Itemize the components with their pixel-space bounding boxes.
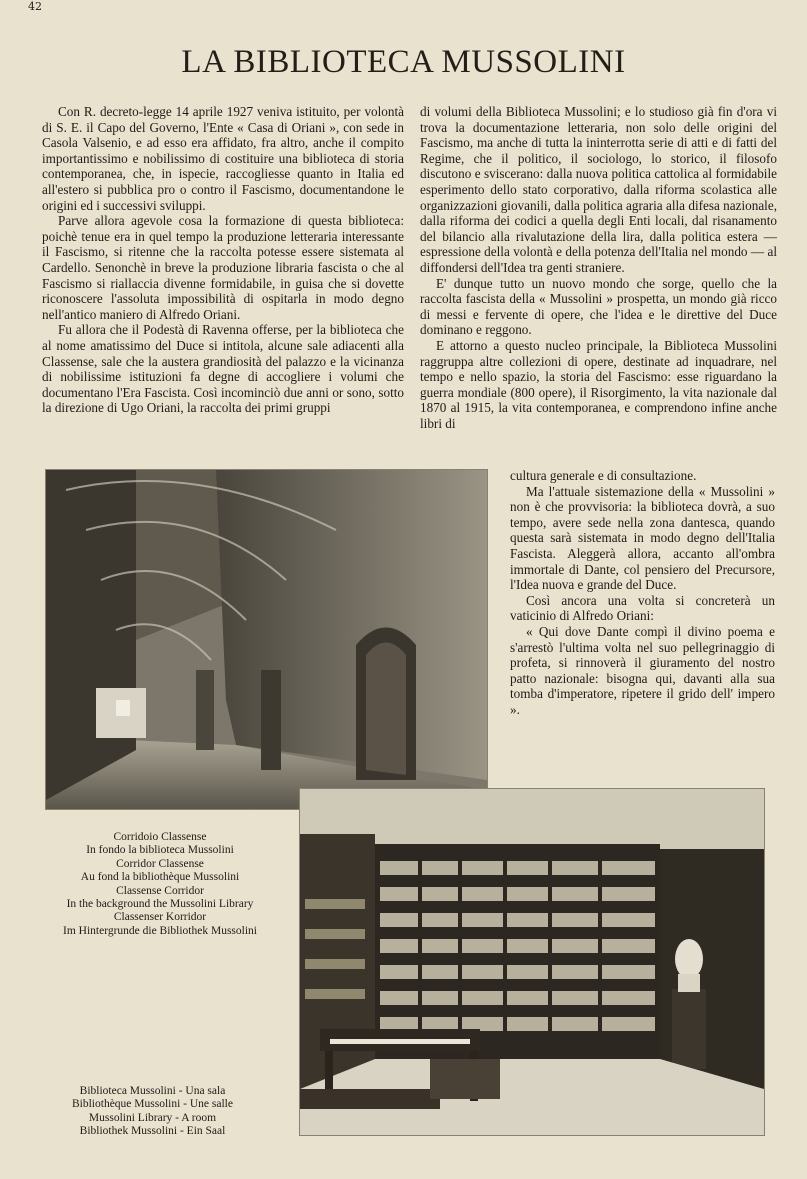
caption-line: Mussolini Library - A room	[88, 1111, 217, 1124]
paragraph: Parve allora agevole cosa la formazione di questa biblioteca: poichè tenue era in quel tempo la produzione letteraria interessante il Fascismo, si ritenne che la raccolta potesse essere sistemata al Cardello. Senonchè in breve la produzione libraria fascista o che al Fascismo si riallaccia divenne formidabile, in guisa che si dovette riconoscere l'assoluta impossibilità di ospitarla in modo degno nell'antico maniero di Alfredo Oriani.	[42, 213, 404, 322]
corridor-image	[46, 470, 487, 809]
paragraph: Fu allora che il Podestà di Ravenna offerse, per la biblioteca che al nome amatissimo del Duce si intitola, alcune sale adiacenti alla Classense, sale che la austera grandiosità del palazzo e la vicinanza di nobilissime istituzioni fa degne di accogliere i volumi che documentano l'Era Fascista. Così incominciò due anni or sono, sotto la direzione di Ugo Oriani, la raccolta dei primi gruppi	[42, 322, 404, 416]
paragraph: E attorno a questo nucleo principale, la Biblioteca Mussolini raggruppa altre collezioni di opere, destinate ad inquadrare, nel tempo e nello spazio, la storia del Fascismo: esse riguardano la guerra mondiale (800 opere), il Risorgimento, la vita nazionale dal 1870 al 1915, la vita contemporanea, e comprendono infine anche libri di	[420, 337, 777, 431]
paragraph: Così ancora una volta si concreterà un vaticinio di Alfredo Oriani:	[510, 592, 775, 624]
caption-line: In the background the Mussolini Library	[66, 898, 254, 911]
oriani-quote: « Qui dove Dante compì il divino poema e s'arrestò l'ultima volta nel suo pellegrinaggio di profeta, si rinnoverà il giuramento del nostro patto nazionale: bisogna qui, davanti alla sua tomba d'imperatore, ripetere il grido dell' impero ».	[510, 623, 775, 717]
caption-line: Au fond la bibliothèque Mussolini	[80, 871, 240, 884]
page-number: 42	[28, 0, 42, 13]
right-column-top	[420, 104, 777, 431]
caption-line: Classense Corridor	[116, 884, 204, 897]
article-title: LA BIBLIOTECA MUSSOLINI	[181, 44, 626, 80]
paragraph: Ma l'attuale sistemazione della « Mussolini » non è che provvisoria: la biblioteca dovrà, a suo tempo, avere sede nella zona dantesca, quando questa sarà sistemata in modo degno dell'Italia Fascista. Aleggerà allora, accanto all'ombra immortale di Dante, col pensiero del Precursore, l'Idea nuova e grande del Duce.	[510, 483, 775, 593]
caption-line: Corridoio Classense	[113, 831, 207, 843]
library-caption	[30, 1085, 275, 1139]
paragraph: cultura generale e di consultazione.	[510, 468, 697, 483]
caption-line: In fondo la biblioteca Mussolini	[86, 844, 234, 857]
caption-line: Im Hintergrunde die Bibliothek Mussolini	[63, 924, 257, 937]
right-column-bottom	[510, 468, 775, 718]
left-column	[42, 104, 404, 416]
library-image	[300, 789, 764, 1135]
paragraph: di volumi della Biblioteca Mussolini; e lo studioso già fin d'ora vi trova la documentazione letteraria, non solo delle origini del Fascismo, ma anche di tutta la ininterrotta serie di atti e di fatti del Regime, che il politico, il sociologo, lo storico, il filosofo discutono e sviscerano: dalla nuova politica cattolica al formidabile esperimento dello stato corporativo, dalla riforma scolastica alle organizzazioni giovanili, dalla politica agraria alla difesa nazionale, dalla riforma dei codici a quella degli Enti locali, dal risanamento del bilancio alla rivalutazione della lira, dalla politica estera — espressione della volontà e della potenza dell'Italia nel mondo — al diffondersi dell'Idea tra genti straniere.	[420, 104, 777, 275]
library-photo	[299, 788, 765, 1136]
corridor-caption	[30, 831, 290, 938]
caption-line: Classenser Korridor	[113, 911, 207, 924]
paragraph: Con R. decreto-legge 14 aprile 1927 veniva istituito, per volontà di S. E. il Capo del Governo, l'Ente « Casa di Oriani », con sede in Casola Valsenio, e ad esso era affidato, fra altro, anche il compito importantissimo e nobilissimo di costituire una biblioteca di storia contemporanea, che, in ispecie, raccogliesse quanto in Italia ed all'estero si pubblica pro o contro il Fascismo, documentandone le origini ed i successivi sviluppi.	[42, 104, 404, 213]
caption-line: Corridor Classense	[116, 857, 204, 870]
corridor-photo	[45, 469, 488, 810]
caption-line: Biblioteca Mussolini - Una sala	[79, 1085, 226, 1097]
caption-line: Bibliothek Mussolini - Ein Saal	[79, 1125, 226, 1138]
paragraph: E' dunque tutto un nuovo mondo che sorge, quello che la raccolta fascista della « Mussolini » prospetta, un mondo già ricco di messi e fervente di opere, che l'idea e le direttive del Duce dominano e reggono.	[420, 275, 777, 338]
caption-line: Bibliothèque Mussolini - Une salle	[72, 1098, 233, 1111]
